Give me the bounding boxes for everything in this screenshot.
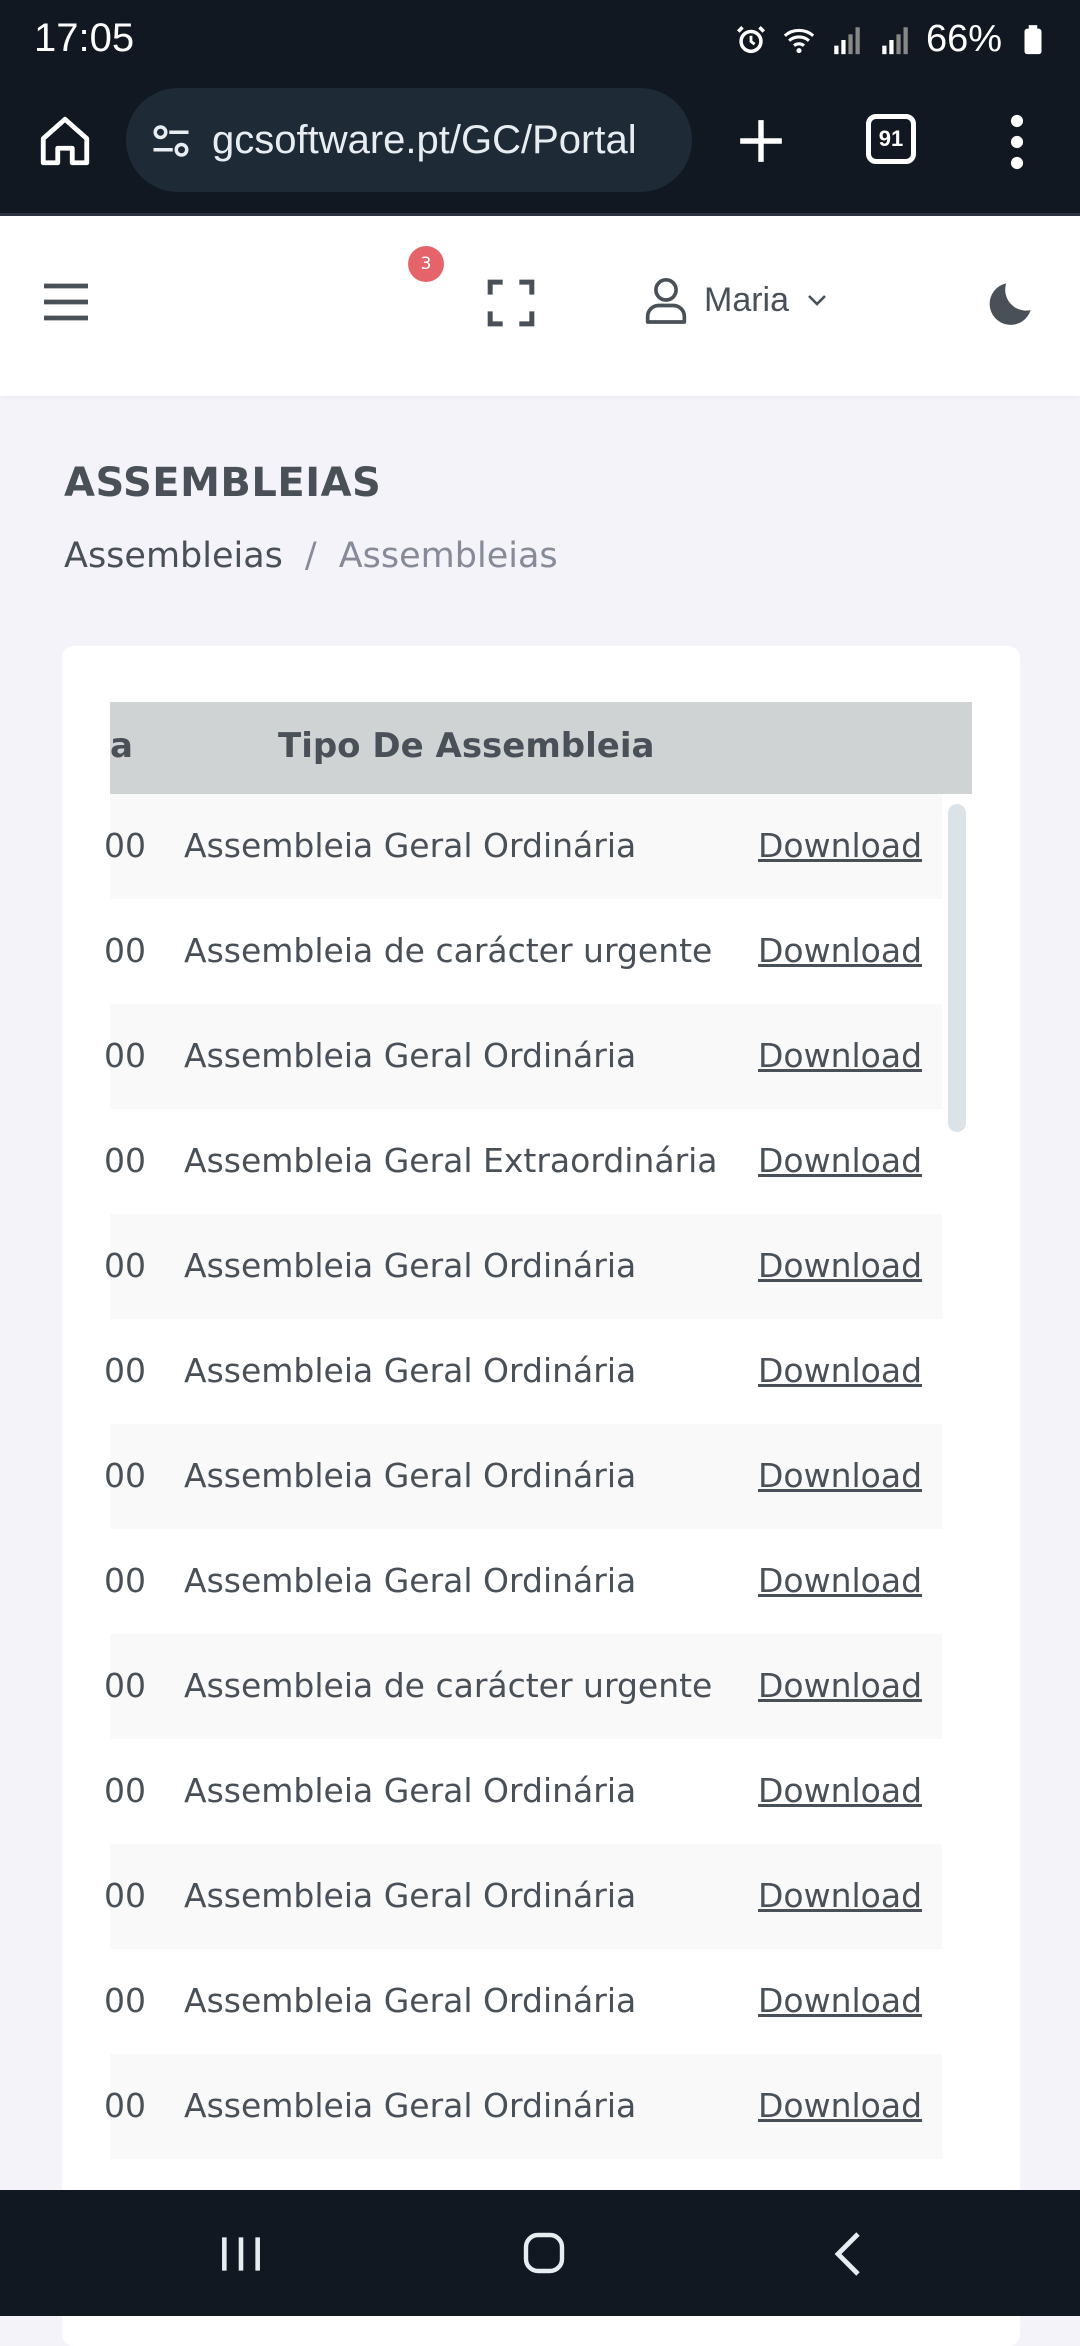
alarm-icon bbox=[734, 23, 768, 57]
breadcrumb-separator: / bbox=[304, 536, 317, 576]
fullscreen-icon[interactable] bbox=[486, 278, 536, 328]
table-row bbox=[104, 2054, 942, 2159]
cell-a: 00 bbox=[104, 1036, 146, 1075]
clock: 17:05 bbox=[34, 16, 135, 60]
cell-a: 00 bbox=[104, 931, 146, 970]
tabs-button[interactable] bbox=[866, 114, 916, 164]
user-icon bbox=[644, 276, 688, 324]
browser-toolbar bbox=[0, 78, 1080, 216]
cell-a: 00 bbox=[104, 1876, 146, 1915]
cell-a: 00 bbox=[104, 1981, 146, 2020]
home-icon[interactable] bbox=[520, 2228, 568, 2278]
table-row bbox=[104, 1424, 942, 1529]
table-row bbox=[104, 899, 942, 1004]
cell-tipo: Assembleia Geral Ordinária bbox=[184, 1981, 637, 2020]
status-icons bbox=[734, 18, 1050, 61]
column-header[interactable]: a bbox=[110, 726, 133, 766]
assembleias-card bbox=[62, 646, 1020, 2346]
cell-a: 00 bbox=[104, 826, 146, 865]
back-icon[interactable] bbox=[828, 2230, 868, 2278]
breadcrumb-current: Assembleias bbox=[338, 536, 558, 576]
table-row bbox=[104, 794, 942, 899]
column-header-tipo[interactable]: Tipo De Assembleia bbox=[278, 726, 655, 766]
download-link[interactable]: Download bbox=[758, 1666, 923, 1705]
table-row bbox=[104, 1634, 942, 1739]
user-dropdown[interactable] bbox=[644, 276, 829, 324]
cell-a: 00 bbox=[104, 1666, 146, 1705]
battery-icon bbox=[1016, 23, 1050, 57]
table-row bbox=[104, 1004, 942, 1109]
cell-a: 00 bbox=[104, 1456, 146, 1495]
table-row bbox=[104, 1214, 942, 1319]
cell-a: 00 bbox=[104, 1141, 146, 1180]
download-link[interactable]: Download bbox=[758, 826, 923, 865]
download-link[interactable]: Download bbox=[758, 1876, 923, 1915]
download-link[interactable]: Download bbox=[758, 1141, 923, 1180]
cell-tipo: Assembleia Geral Ordinária bbox=[184, 1771, 637, 1810]
table-row bbox=[104, 1319, 942, 1424]
download-link[interactable]: Download bbox=[758, 1246, 923, 1285]
moon-icon[interactable] bbox=[984, 274, 1040, 330]
vertical-scrollbar[interactable] bbox=[948, 804, 966, 1132]
home-icon[interactable] bbox=[36, 112, 94, 170]
cell-tipo: Assembleia Geral Extraordinária bbox=[184, 1141, 718, 1180]
url-text[interactable]: gcsoftware.pt/GC/Portal bbox=[212, 118, 637, 162]
cell-tipo: Assembleia Geral Ordinária bbox=[184, 1246, 637, 1285]
page-title: ASSEMBLEIAS bbox=[64, 460, 382, 506]
notification-badge[interactable]: 3 bbox=[408, 246, 444, 282]
table-header bbox=[110, 702, 972, 794]
recents-icon[interactable] bbox=[216, 2232, 266, 2276]
address-bar[interactable] bbox=[126, 88, 692, 192]
cell-a: 00 bbox=[104, 1561, 146, 1600]
download-link[interactable]: Download bbox=[758, 931, 923, 970]
table-body bbox=[104, 794, 942, 2159]
download-link[interactable]: Download bbox=[758, 1561, 923, 1600]
signal-icon bbox=[830, 23, 864, 57]
table-row bbox=[104, 1844, 942, 1949]
chevron-down-icon bbox=[805, 288, 829, 312]
cell-tipo: Assembleia Geral Ordinária bbox=[184, 1351, 637, 1390]
user-name: Maria bbox=[704, 280, 790, 319]
cell-tipo: Assembleia de carácter urgente bbox=[184, 1666, 713, 1705]
cell-tipo: Assembleia Geral Ordinária bbox=[184, 826, 637, 865]
cell-tipo: Assembleia Geral Ordinária bbox=[184, 1876, 637, 1915]
tab-count: 91 bbox=[878, 126, 904, 151]
table-row bbox=[104, 1739, 942, 1844]
cell-tipo: Assembleia de carácter urgente bbox=[184, 931, 713, 970]
battery-percent: 66% bbox=[925, 18, 1002, 60]
table-row bbox=[104, 1529, 942, 1634]
breadcrumb-item[interactable]: Assembleias bbox=[64, 536, 283, 576]
download-link[interactable]: Download bbox=[758, 1456, 923, 1495]
download-link[interactable]: Download bbox=[758, 1771, 923, 1810]
menu-icon[interactable] bbox=[42, 282, 90, 322]
cell-tipo: Assembleia Geral Ordinária bbox=[184, 1456, 637, 1495]
cell-a: 00 bbox=[104, 2086, 146, 2125]
cell-a: 00 bbox=[104, 1351, 146, 1390]
more-icon[interactable] bbox=[1000, 114, 1034, 170]
download-link[interactable]: Download bbox=[758, 1351, 923, 1390]
cell-tipo: Assembleia Geral Ordinária bbox=[184, 2086, 637, 2125]
wifi-icon bbox=[782, 23, 816, 57]
breadcrumb bbox=[64, 536, 558, 576]
cell-a: 00 bbox=[104, 1246, 146, 1285]
table-container[interactable] bbox=[104, 702, 972, 2302]
plus-icon[interactable] bbox=[736, 116, 786, 166]
table-row bbox=[104, 1949, 942, 2054]
cell-a: 00 bbox=[104, 1771, 146, 1810]
download-link[interactable]: Download bbox=[758, 1036, 923, 1075]
cell-tipo: Assembleia Geral Ordinária bbox=[184, 1036, 637, 1075]
signal-icon bbox=[878, 23, 912, 57]
site-settings-icon[interactable] bbox=[150, 120, 192, 162]
download-link[interactable]: Download bbox=[758, 2086, 923, 2125]
app-header bbox=[0, 216, 1080, 396]
cell-tipo: Assembleia Geral Ordinária bbox=[184, 1561, 637, 1600]
table-row bbox=[104, 1109, 942, 1214]
status-bar bbox=[0, 0, 1080, 78]
system-nav-bar bbox=[0, 2190, 1080, 2316]
download-link[interactable]: Download bbox=[758, 1981, 923, 2020]
